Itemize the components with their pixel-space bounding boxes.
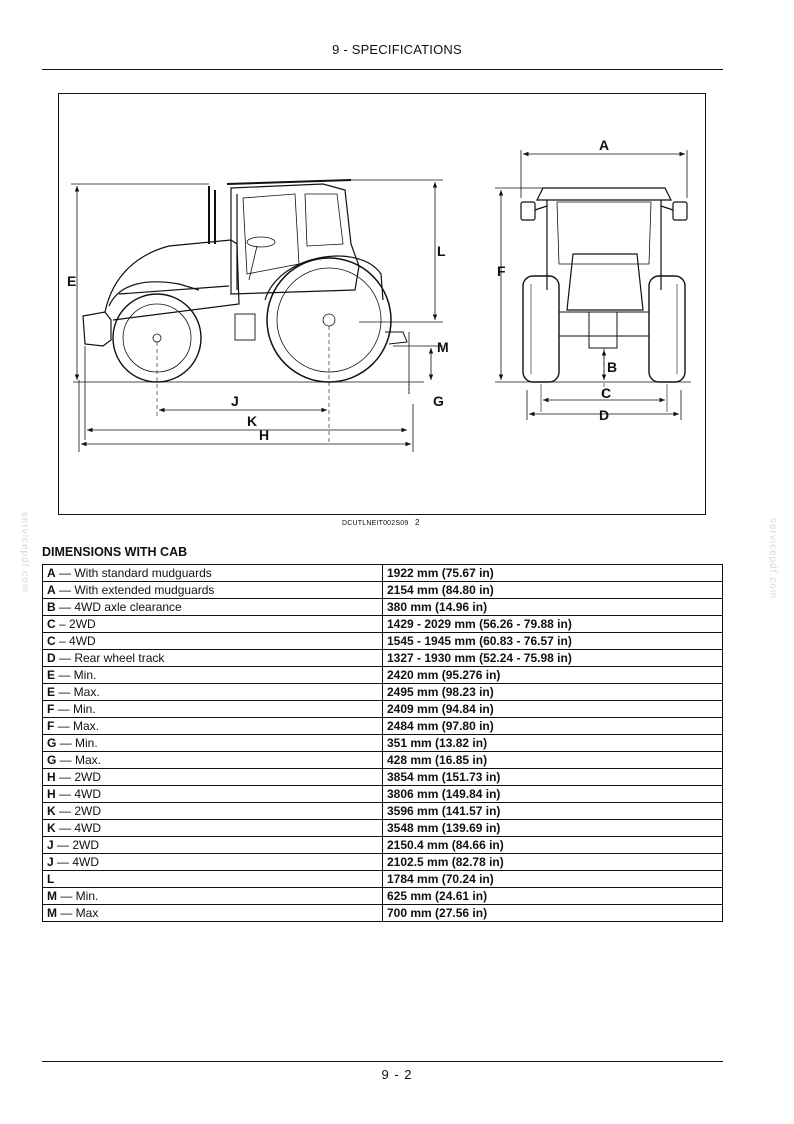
dimension-description: — Min.	[57, 889, 99, 903]
dimension-metric: 700 mm	[387, 906, 432, 920]
dimension-metric: 3548 mm	[387, 821, 439, 835]
dimension-label-cell	[43, 888, 383, 905]
dimension-letter: A	[47, 583, 56, 597]
dimension-value-cell: 1784 mm (70.24 in)	[383, 871, 723, 888]
table-row	[43, 582, 723, 599]
table-row	[43, 650, 723, 667]
dimension-letter: F	[47, 702, 55, 716]
dimension-letter: C	[47, 634, 56, 648]
header-rule	[42, 69, 723, 70]
dimension-value-cell: 3548 mm (139.69 in)	[383, 820, 723, 837]
dim-label-f: F	[497, 263, 506, 279]
dimension-value-cell: 1429 - 2029 mm (56.26 - 79.88 in)	[383, 616, 723, 633]
dimension-letter: A	[47, 566, 56, 580]
dimension-imperial: 82.78 in	[455, 855, 500, 869]
dimension-metric: 2150.4 mm	[387, 838, 449, 852]
dimension-imperial: 84.80 in	[445, 583, 490, 597]
dimension-letter: C	[47, 617, 56, 631]
dimension-label-cell	[43, 837, 383, 854]
dimension-metric: 1545 - 1945 mm	[387, 634, 476, 648]
dimension-description: — With extended mudguards	[55, 583, 215, 597]
rear-dimension-lines	[495, 150, 687, 420]
dimension-description: – 4WD	[55, 634, 96, 648]
dimension-value-cell: 3596 mm (141.57 in)	[383, 803, 723, 820]
page-header-title: 9 - SPECIFICATIONS	[332, 42, 462, 57]
dimension-metric: 1922 mm	[387, 566, 439, 580]
dimension-imperial: 75.67 in	[445, 566, 490, 580]
dimension-letter: M	[47, 906, 57, 920]
dimension-label-cell	[43, 599, 383, 616]
dimension-value-cell: 2150.4 mm (84.66 in)	[383, 837, 723, 854]
dimension-value-cell: 700 mm (27.56 in)	[383, 905, 723, 922]
dimension-value-cell: 1327 - 1930 mm (52.24 - 75.98 in)	[383, 650, 723, 667]
dimension-metric: 1327 - 1930 mm	[387, 651, 476, 665]
dimension-metric: 2409 mm	[387, 702, 439, 716]
dimension-imperial: 149.84 in	[445, 787, 497, 801]
dimension-metric: 1429 - 2029 mm	[387, 617, 476, 631]
dimension-description: — With standard mudguards	[55, 566, 212, 580]
watermark-left: servicepdf.com	[19, 512, 30, 594]
dimension-imperial: 56.26 - 79.88 in	[483, 617, 568, 631]
dimension-metric: 2102.5 mm	[387, 855, 449, 869]
dimension-description: — Min.	[55, 668, 97, 682]
dimension-letter: B	[47, 600, 56, 614]
dim-label-j: J	[231, 393, 239, 409]
dimension-value-cell: 2495 mm (98.23 in)	[383, 684, 723, 701]
figure-code: DCUTLNEIT002S09	[342, 520, 409, 527]
tractor-dimensions-figure	[58, 93, 706, 515]
footer-rule	[42, 1061, 723, 1062]
dimension-description: — Max.	[54, 719, 100, 733]
dimension-letter: H	[47, 787, 56, 801]
dim-label-a: A	[599, 137, 610, 153]
dim-label-m: M	[437, 339, 449, 355]
dimension-imperial: 141.57 in	[445, 804, 497, 818]
dimension-description: — 4WD	[55, 821, 102, 835]
dimensions-table	[42, 564, 723, 922]
dimension-description: — 4WD	[55, 787, 102, 801]
table-row	[43, 718, 723, 735]
table-row	[43, 616, 723, 633]
dimension-value-cell: 428 mm (16.85 in)	[383, 752, 723, 769]
tractor-side-view	[73, 180, 424, 444]
dimension-value-cell: 3854 mm (151.73 in)	[383, 769, 723, 786]
dimension-value-cell: 351 mm (13.82 in)	[383, 735, 723, 752]
dimension-imperial: 151.73 in	[445, 770, 497, 784]
dimension-description: – 2WD	[55, 617, 96, 631]
table-row	[43, 786, 723, 803]
dimension-metric: 2484 mm	[387, 719, 439, 733]
dimension-description: — 4WD	[53, 855, 100, 869]
dimension-letter: J	[47, 838, 54, 852]
dimension-letter: K	[47, 821, 56, 835]
dim-label-k: K	[247, 413, 258, 429]
dim-label-l: L	[437, 243, 446, 259]
dimension-metric: 351 mm	[387, 736, 432, 750]
dimension-metric: 1784 mm	[387, 872, 439, 886]
table-row	[43, 667, 723, 684]
dimension-description: — Max.	[56, 753, 102, 767]
dimension-description: — Min.	[56, 736, 98, 750]
dimension-label-cell	[43, 616, 383, 633]
dimension-label-cell	[43, 718, 383, 735]
table-row	[43, 565, 723, 582]
dimension-imperial: 97.80 in	[445, 719, 490, 733]
dimension-letter: K	[47, 804, 56, 818]
table-row	[43, 803, 723, 820]
dimension-label-cell	[43, 735, 383, 752]
table-row	[43, 752, 723, 769]
dimension-letter: G	[47, 753, 57, 767]
table-row	[43, 735, 723, 752]
dimension-imperial: 13.82 in	[439, 736, 484, 750]
dimension-description: — Min.	[54, 702, 96, 716]
dimension-imperial: 95.276 in	[445, 668, 497, 682]
dimension-letter: E	[47, 685, 56, 699]
dimension-letter: J	[47, 855, 54, 869]
dimension-imperial: 52.24 - 75.98 in	[483, 651, 568, 665]
table-row	[43, 820, 723, 837]
dimension-description: — Rear wheel track	[55, 651, 165, 665]
dimension-value-cell: 380 mm (14.96 in)	[383, 599, 723, 616]
dimension-value-cell: 2102.5 mm (82.78 in)	[383, 854, 723, 871]
dimension-imperial: 27.56 in	[439, 906, 484, 920]
dimension-label-cell	[43, 786, 383, 803]
dim-label-b: B	[607, 359, 618, 375]
dimension-imperial: 139.69 in	[445, 821, 497, 835]
table-row	[43, 871, 723, 888]
dimension-label-cell	[43, 565, 383, 582]
table-row	[43, 905, 723, 922]
dimension-imperial: 84.66 in	[455, 838, 500, 852]
dimension-metric: 2154 mm	[387, 583, 439, 597]
dimension-value-cell: 1545 - 1945 mm (60.83 - 76.57 in)	[383, 633, 723, 650]
dimension-imperial: 70.24 in	[445, 872, 490, 886]
dim-label-g: G	[433, 393, 444, 409]
dim-label-c: C	[601, 385, 612, 401]
page-number: 9 - 2	[381, 1067, 413, 1082]
dimension-label-cell	[43, 820, 383, 837]
figure-number: 2	[415, 518, 420, 527]
dimension-label-cell	[43, 769, 383, 786]
dimension-letter: L	[47, 872, 55, 886]
dimension-metric: 428 mm	[387, 753, 432, 767]
dimension-metric: 2420 mm	[387, 668, 439, 682]
dimension-metric: 3854 mm	[387, 770, 439, 784]
table-row	[43, 854, 723, 871]
dim-label-d: D	[599, 407, 610, 423]
dimension-value-cell: 2409 mm (94.84 in)	[383, 701, 723, 718]
dimension-metric: 625 mm	[387, 889, 432, 903]
dimension-value-cell: 2154 mm (84.80 in)	[383, 582, 723, 599]
dimension-metric: 3596 mm	[387, 804, 439, 818]
dimension-label-cell	[43, 854, 383, 871]
dimension-metric: 2495 mm	[387, 685, 439, 699]
dimension-imperial: 60.83 - 76.57 in	[483, 634, 568, 648]
table-row	[43, 701, 723, 718]
dimension-letter: M	[47, 889, 57, 903]
dimension-description: — 2WD	[55, 770, 102, 784]
dim-label-e: E	[67, 273, 77, 289]
tractor-rear-view	[495, 188, 691, 412]
dimension-label-cell	[43, 633, 383, 650]
dimension-value-cell: 625 mm (24.61 in)	[383, 888, 723, 905]
dimension-imperial: 94.84 in	[445, 702, 490, 716]
side-dimension-lines	[71, 180, 443, 452]
dimension-imperial: 24.61 in	[439, 889, 484, 903]
section-title: DIMENSIONS WITH CAB	[42, 545, 188, 559]
watermark-right: servicepdf.com	[767, 518, 778, 600]
dimension-label-cell	[43, 684, 383, 701]
dimension-label-cell	[43, 701, 383, 718]
dim-label-h: H	[259, 427, 270, 443]
table-row	[43, 837, 723, 854]
dimension-value-cell: 1922 mm (75.67 in)	[383, 565, 723, 582]
table-row	[43, 888, 723, 905]
dimension-imperial: 98.23 in	[445, 685, 490, 699]
tractor-drawing	[59, 94, 707, 516]
dimension-description: — Max.	[55, 685, 100, 699]
table-row	[43, 599, 723, 616]
table-row	[43, 684, 723, 701]
dimension-value-cell: 2484 mm (97.80 in)	[383, 718, 723, 735]
dimension-label-cell	[43, 871, 383, 888]
dimension-imperial: 14.96 in	[439, 600, 484, 614]
dimension-letter: H	[47, 770, 56, 784]
dimension-letter: D	[47, 651, 56, 665]
dimension-description: — 4WD axle clearance	[55, 600, 182, 614]
dimension-letter: E	[47, 668, 56, 682]
dimension-label-cell	[43, 582, 383, 599]
table-row	[43, 769, 723, 786]
dimension-imperial: 16.85 in	[439, 753, 484, 767]
dimension-label-cell	[43, 650, 383, 667]
dimension-label-cell	[43, 752, 383, 769]
dimension-value-cell: 3806 mm (149.84 in)	[383, 786, 723, 803]
dimension-label-cell	[43, 905, 383, 922]
dimension-label-cell	[43, 667, 383, 684]
dimension-letter: F	[47, 719, 55, 733]
dimension-description: — 2WD	[55, 804, 102, 818]
table-row	[43, 633, 723, 650]
dimension-description: — 2WD	[53, 838, 100, 852]
dimension-description: — Max	[57, 906, 99, 920]
dimension-metric: 380 mm	[387, 600, 432, 614]
dimension-letter: G	[47, 736, 57, 750]
dimension-value-cell: 2420 mm (95.276 in)	[383, 667, 723, 684]
dimension-label-cell	[43, 803, 383, 820]
dimension-metric: 3806 mm	[387, 787, 439, 801]
